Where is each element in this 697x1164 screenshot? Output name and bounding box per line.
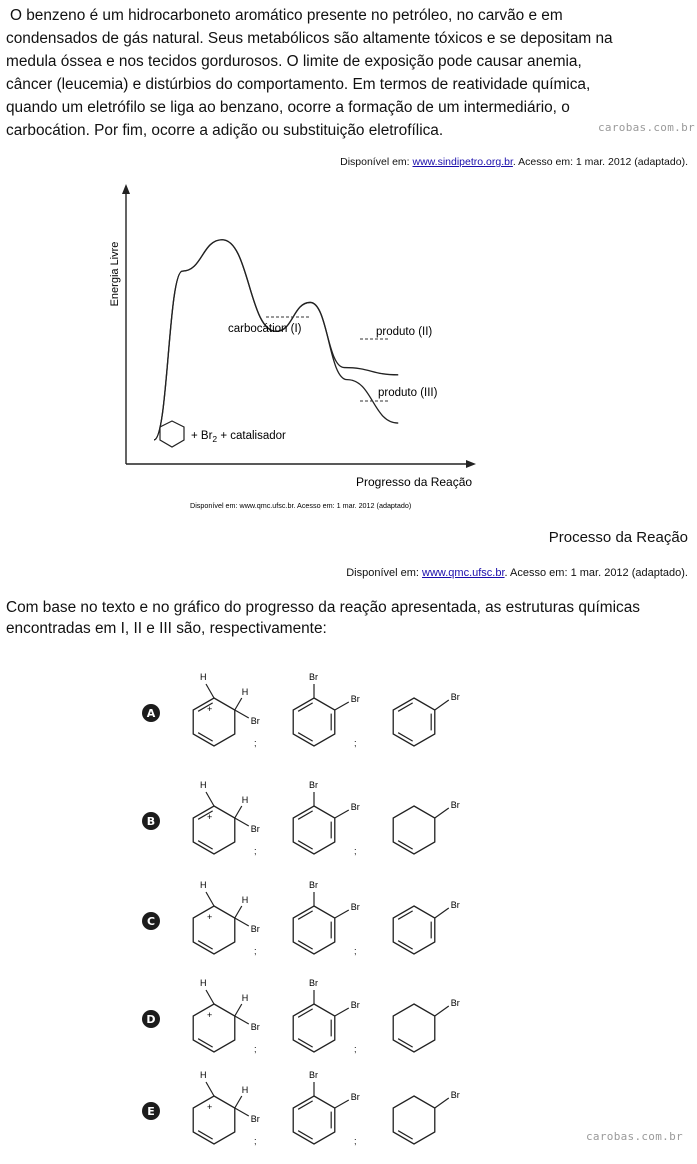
separator-semicolon: ; xyxy=(354,1136,357,1146)
structure-III-product xyxy=(393,1096,435,1144)
structure-III-product xyxy=(393,698,435,746)
chart-caption: Processo da Reação xyxy=(548,529,688,546)
structure-II-product xyxy=(293,806,335,854)
hydrogen-label: H xyxy=(200,780,207,790)
source-citation-1 xyxy=(340,156,688,168)
question-text: Com base no texto e no gráfico do progresso da reação apresentada, as estruturas químicas encontradas em I, II e III são, respectivamente: xyxy=(6,599,640,637)
option-letter-badge: B xyxy=(142,812,160,830)
bromine-label: Br xyxy=(450,800,460,810)
separator-semicolon: ; xyxy=(254,738,257,748)
source-prefix: Disponível em: xyxy=(346,567,423,579)
hydrogen-label: H xyxy=(200,1070,207,1080)
bromine-label: Br xyxy=(350,902,360,912)
paragraph-line: O benzeno é um hidrocarboneto aromático presente no petróleo, no carvão e em xyxy=(10,7,563,24)
structure-I-carbocation xyxy=(193,806,235,854)
label-carbocation-I: carbocátion (I) xyxy=(228,323,302,335)
hydrogen-label: H xyxy=(200,880,207,890)
hydrogen-label: H xyxy=(241,795,249,805)
bromine-label: Br xyxy=(450,1090,460,1100)
bromine-label: Br xyxy=(350,694,360,704)
energy-diagram xyxy=(92,176,482,516)
structure-I-carbocation xyxy=(193,906,235,954)
intro-paragraph xyxy=(6,4,690,142)
option-structures xyxy=(164,968,494,1072)
hydrogen-label: H xyxy=(241,895,249,905)
option-letter-badge: C xyxy=(142,912,160,930)
option-e[interactable] xyxy=(130,1060,490,1164)
bromine-label: Br xyxy=(250,924,260,934)
bromine-label: Br xyxy=(350,1092,360,1102)
source-suffix: . Acesso em: 1 mar. 2012 (adaptado). xyxy=(512,156,688,168)
paragraph-line: carbocátion. Por fim, ocorre a adição ou substituição eletrofílica. xyxy=(6,122,444,139)
carbocation-charge-plus: + xyxy=(207,812,213,822)
bromine-label: Br xyxy=(250,1114,260,1124)
bromine-label: Br xyxy=(450,900,460,910)
source-suffix: . Acesso em: 1 mar. 2012 (adaptado). xyxy=(504,567,688,579)
bromine-label: Br xyxy=(350,1000,360,1010)
carbocation-charge-plus: + xyxy=(207,704,213,714)
structure-II-product xyxy=(293,1096,335,1144)
carbocation-charge-plus: + xyxy=(207,912,213,922)
bromine-label: Br xyxy=(450,998,460,1008)
label-product-III: produto (III) xyxy=(378,387,438,399)
source-citation-2 xyxy=(346,567,688,579)
hydrogen-label: H xyxy=(241,1085,249,1095)
structure-I-carbocation xyxy=(193,1096,235,1144)
option-structures xyxy=(164,662,494,766)
carbocation-charge-plus: + xyxy=(207,1010,213,1020)
separator-semicolon: ; xyxy=(254,1136,257,1146)
structure-I-carbocation xyxy=(193,698,235,746)
bromine-label: Br xyxy=(250,716,260,726)
bromine-label: Br xyxy=(450,692,460,702)
separator-semicolon: ; xyxy=(254,1044,257,1054)
label-product-II: produto (II) xyxy=(376,326,433,338)
separator-semicolon: ; xyxy=(354,946,357,956)
option-structures xyxy=(164,870,494,974)
separator-semicolon: ; xyxy=(354,846,357,856)
option-d[interactable] xyxy=(130,968,490,1072)
hydrogen-label: H xyxy=(241,687,249,697)
structure-III-product xyxy=(393,806,435,854)
source-link-qmc[interactable]: www.qmc.ufsc.br xyxy=(422,567,505,579)
structure-III-product xyxy=(393,906,435,954)
hydrogen-label: H xyxy=(200,978,207,988)
source-prefix: Disponível em: xyxy=(340,156,413,168)
option-c[interactable] xyxy=(130,870,490,974)
energy-diagram-svg xyxy=(92,176,482,516)
reactants-label: + $Br_2$ + catalisador xyxy=(191,430,286,444)
separator-semicolon: ; xyxy=(354,738,357,748)
bromine-label: Br xyxy=(250,1022,260,1032)
separator-semicolon: ; xyxy=(354,1044,357,1054)
structure-II-product xyxy=(293,698,335,746)
y-axis-label: Energia Livre xyxy=(109,241,121,307)
bromine-label: Br xyxy=(350,802,360,812)
bromine-label: Br xyxy=(309,780,318,790)
structure-II-product xyxy=(293,906,335,954)
paragraph-line: câncer (leucemia) e distúrbios do comportamento. Em termos de reatividade química, xyxy=(6,76,591,93)
separator-semicolon: ; xyxy=(254,946,257,956)
option-letter-badge: A xyxy=(142,704,160,722)
structure-III-product xyxy=(393,1004,435,1052)
paragraph-line: medula óssea e nos tecidos gordurosos. O limite de exposição pode causar anemia, xyxy=(6,53,582,70)
option-letter-badge: E xyxy=(142,1102,160,1120)
hydrogen-label: H xyxy=(200,672,207,682)
watermark-top: carobas.com.br xyxy=(598,121,695,134)
carbocation-charge-plus: + xyxy=(207,1102,213,1112)
option-a[interactable] xyxy=(130,662,490,766)
source-link-sindipetro[interactable]: www.sindipetro.org.br xyxy=(412,156,513,168)
x-axis-label: Progresso da Reação xyxy=(356,475,473,489)
separator-semicolon: ; xyxy=(254,846,257,856)
bromine-label: Br xyxy=(309,672,318,682)
chart-inner-source: Disponível em: www.qmc.ufsc.br. Acesso em: 1 mar. 2012 (adaptado) xyxy=(190,501,412,510)
option-b[interactable] xyxy=(130,770,490,874)
structure-II-product xyxy=(293,1004,335,1052)
bromine-label: Br xyxy=(309,880,318,890)
watermark-bottom: carobas.com.br xyxy=(586,1130,683,1143)
structure-I-carbocation xyxy=(193,1004,235,1052)
option-structures xyxy=(164,1060,494,1164)
option-letter-badge: D xyxy=(142,1010,160,1028)
paragraph-line: quando um eletrófilo se liga ao benzano, ocorre a formação de um intermediário, o xyxy=(6,99,570,116)
paragraph-line: condensados de gás natural. Seus metabólicos são altamente tóxicos e se depositam na xyxy=(6,30,613,47)
option-structures xyxy=(164,770,494,874)
bromine-label: Br xyxy=(309,978,318,988)
bromine-label: Br xyxy=(309,1070,318,1080)
hydrogen-label: H xyxy=(241,993,249,1003)
bromine-label: Br xyxy=(250,824,260,834)
